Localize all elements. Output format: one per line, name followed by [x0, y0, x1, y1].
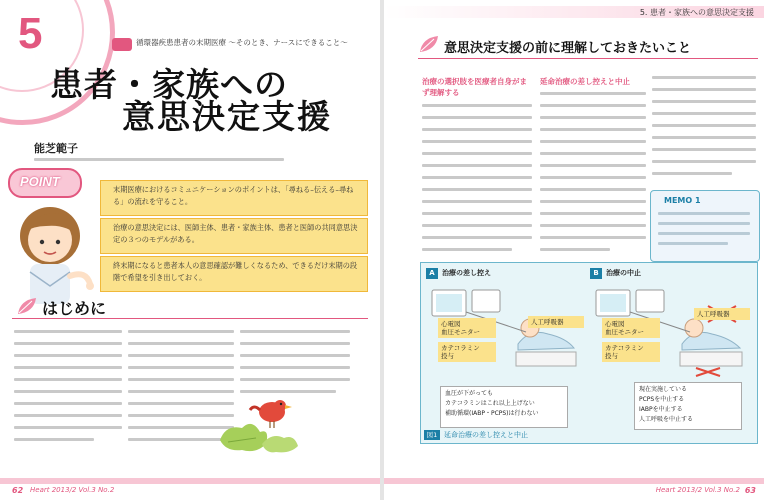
figure-note-a: [440, 386, 568, 428]
right-page-number: 63: [744, 486, 756, 495]
point-row-2-text: 治療の意思決定には、医師主体、患者・家族主体、患者と医師の共同意思決定の３つのモデルがある。: [113, 223, 358, 244]
leaf-icon: [16, 296, 38, 316]
figure-note-b: [634, 382, 742, 430]
figure-panel-b-badge: B: [590, 268, 602, 279]
memo-line-1: [658, 212, 750, 215]
figure-note-b-line-4: 人工呼吸を中止する: [639, 416, 694, 423]
point-row-3: [100, 256, 368, 292]
series-title: 循環器疾患患者の末期医療 〜そのとき、ナースにできること〜: [136, 38, 348, 47]
running-header: 5. 患者・家族への意思決定支援: [639, 8, 754, 17]
section-heading-rule: [418, 58, 758, 59]
figure-note-b-line-2: PCPSを中止する: [639, 396, 685, 403]
point-row-3-text: 終末期になると患者本人の意思確認が難しくなるため、できるだけ末期の段階で希望を引き出しておく。: [113, 261, 358, 282]
figure-a-label-ventilator: 人工呼吸器: [528, 316, 584, 328]
point-row-1: [100, 180, 368, 216]
figure-a-label-catecholamine: カテコラミン 投与: [438, 342, 496, 362]
figure-note-b-line-1: 現在実施している: [639, 386, 688, 393]
figure-caption: 延命治療の差し控えと中止: [444, 431, 528, 439]
point-label: POINT: [20, 174, 60, 189]
series-badge: [112, 38, 132, 51]
figure-note-a-line-3: 補助循環(IABP・PCPS)は行わない: [445, 410, 539, 417]
leaf-icon: [418, 34, 440, 54]
figure-b-label-catecholamine: カテコラミン 投与: [602, 342, 660, 362]
figure-caption-badge: 図1: [424, 430, 440, 440]
left-page-number: 62: [12, 486, 24, 495]
left-body-text-col-1: [14, 330, 122, 440]
bird-and-leaves-illustration: [216, 388, 312, 456]
left-journal-info: Heart 2013/2 Vol.3 No.2: [30, 486, 115, 494]
subheading-1: 治療の選択肢を医療者自身がまず理解する: [422, 77, 527, 97]
right-body-text-col-1: [422, 104, 532, 254]
figure-panel-b-title: 治療の中止: [606, 269, 641, 277]
memo-line-4: [658, 242, 728, 245]
left-footer-rule: [0, 478, 380, 484]
memo-line-2: [658, 222, 750, 225]
left-page: [0, 0, 380, 500]
nurse-illustration: [6, 196, 98, 308]
author-affiliation: [34, 158, 284, 161]
chapter-number: 5: [18, 9, 43, 58]
figure-note-a-line-1: 血圧が下がっても: [445, 390, 494, 397]
figure-b-label-ecg: 心電図 血圧モニター: [602, 318, 660, 338]
subheading-2: 延命治療の差し控えと中止: [540, 77, 630, 86]
right-journal-info: Heart 2013/2 Vol.3 No.2: [655, 486, 740, 494]
article-title-line-1: 患者・家族への: [50, 65, 288, 104]
author-name: 能芝範子: [34, 142, 78, 155]
figure-note-b-line-3: IABPを中止する: [639, 406, 683, 413]
figure-panel-a-title: 治療の差し控え: [442, 269, 491, 277]
figure-note-a-line-2: カテコラミンはこれ以上上げない: [445, 400, 535, 407]
section-heading: 意思決定支援の前に理解しておきたいこと: [444, 41, 692, 56]
figure-b-label-ventilator: 人工呼吸器: [694, 308, 750, 320]
memo-line-3: [658, 232, 750, 235]
memo-title: MEMO 1: [664, 196, 701, 205]
point-row-2: [100, 218, 368, 254]
right-body-text-col-3: [652, 76, 756, 184]
right-page: [384, 0, 764, 500]
intro-heading: はじめに: [42, 299, 107, 318]
right-footer-rule: [384, 478, 764, 484]
figure-a-label-ecg: 心電図 血圧モニター: [438, 318, 496, 338]
article-title-line-2: 意思決定支援: [122, 97, 332, 136]
point-row-1-text: 末期医療におけるコミュニケーションのポイントは、「尋ねる–伝える–尋ねる」の流れを守ること。: [113, 185, 354, 206]
figure-panel-a-badge: A: [426, 268, 438, 279]
right-body-text-col-2: [540, 92, 646, 254]
